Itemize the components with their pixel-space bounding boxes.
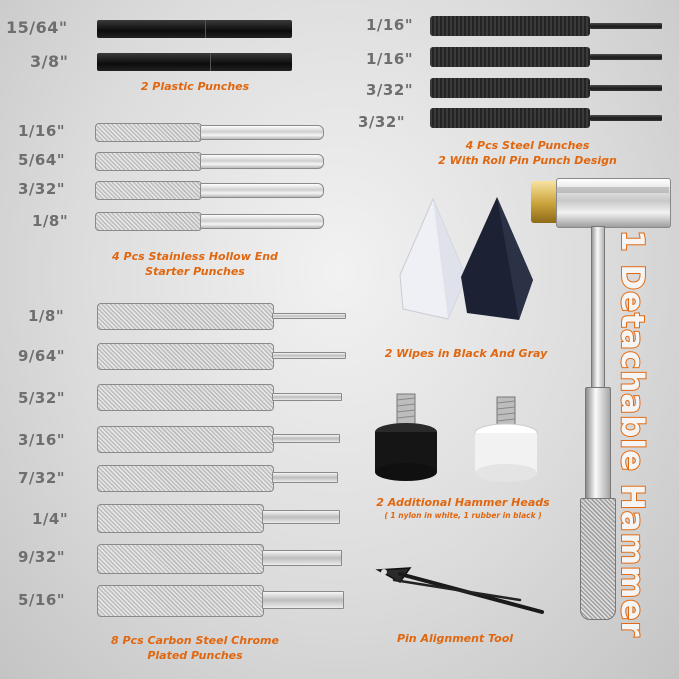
chrome-size-label-8: 5/16"	[18, 591, 66, 609]
starter-punch-1-shaft	[200, 125, 324, 140]
starter-punch-1-knurl	[95, 123, 202, 142]
steel-punch-2-tip	[590, 54, 662, 60]
steel-punch-3-body	[430, 78, 590, 98]
starter-caption	[95, 249, 295, 279]
heads-caption-line2: ( 1 nylon in white, 1 rubber in black )	[384, 511, 542, 520]
starter-caption-line1: 4 Pcs Stainless Hollow End	[112, 250, 278, 263]
chrome-punch-3-body	[97, 384, 274, 411]
chrome-punch-3-pin	[272, 393, 342, 401]
starter-size-label-4: 1/8"	[32, 212, 69, 230]
steel-size-label-3: 3/32"	[366, 81, 414, 99]
heads-caption	[348, 495, 578, 521]
plastic-punch-1	[97, 20, 292, 38]
steel-size-label-2: 1/16"	[366, 50, 414, 68]
chrome-size-label-6: 1/4"	[32, 510, 69, 528]
steel-punch-1-tip	[590, 23, 662, 29]
chrome-punch-2-pin	[272, 352, 346, 359]
steel-punch-4-body	[430, 108, 590, 128]
hammer-brass-face	[531, 181, 558, 223]
hammer-head	[556, 178, 671, 228]
steel-punch-3-tip	[590, 85, 662, 91]
pin-alignment-tool-image	[370, 560, 550, 620]
black-wipe-image	[457, 195, 537, 325]
chrome-punch-8-body	[97, 585, 264, 617]
plastic-punch-1-step	[205, 20, 206, 38]
chrome-size-label-5: 7/32"	[18, 469, 66, 487]
chrome-punch-2-body	[97, 343, 274, 370]
hammer-head-band	[556, 187, 669, 193]
plastic-caption: 2 Plastic Punches	[140, 80, 250, 93]
starter-punch-4-knurl	[95, 212, 202, 231]
chrome-caption-line1: 8 Pcs Carbon Steel Chrome	[111, 634, 279, 647]
chrome-size-label-1: 1/8"	[28, 307, 65, 325]
chrome-punch-8-pin	[262, 591, 344, 609]
heads-caption-line1: 2 Additional Hammer Heads	[376, 496, 550, 509]
plastic-size-label-2: 3/8"	[30, 52, 69, 71]
starter-punch-2-knurl	[95, 152, 202, 171]
steel-size-label-4: 3/32"	[358, 113, 406, 131]
chrome-caption-line2: Plated Punches	[147, 649, 243, 662]
starter-punch-2-shaft	[200, 154, 324, 169]
chrome-size-label-3: 5/32"	[18, 389, 66, 407]
starter-size-label-2: 5/64"	[18, 151, 66, 169]
chrome-size-label-7: 9/32"	[18, 548, 66, 566]
starter-punch-4-shaft	[200, 214, 324, 229]
chrome-punch-6-pin	[262, 510, 340, 524]
chrome-punch-5-pin	[272, 472, 338, 483]
chrome-punch-1-pin	[272, 313, 346, 319]
hammer-shaft	[591, 226, 605, 393]
chrome-punch-6-body	[97, 504, 264, 533]
chrome-punch-5-body	[97, 465, 274, 492]
steel-caption-line1: 4 Pcs Steel Punches	[465, 139, 590, 152]
chrome-size-label-2: 9/64"	[18, 347, 66, 365]
chrome-punch-1-body	[97, 303, 274, 330]
hammer-grip	[580, 498, 616, 620]
hammer-title: 1 Detachable Hammer	[614, 230, 650, 638]
starter-punch-3-shaft	[200, 183, 324, 198]
starter-punch-3-knurl	[95, 181, 202, 200]
chrome-punch-7-body	[97, 544, 264, 574]
chrome-punch-7-pin	[262, 550, 342, 566]
hammer-collar	[585, 387, 611, 504]
steel-caption-line2: 2 With Roll Pin Punch Design	[438, 154, 617, 167]
starter-caption-line2: Starter Punches	[145, 265, 245, 278]
plastic-punch-2	[97, 53, 292, 71]
nylon-hammer-head-image	[470, 395, 542, 490]
chrome-caption	[90, 633, 300, 663]
chrome-punch-4-body	[97, 426, 274, 453]
steel-punch-1-body	[430, 16, 590, 36]
rubber-hammer-head-image	[370, 392, 440, 487]
wipes-caption: 2 Wipes in Black And Gray	[384, 347, 548, 360]
steel-size-label-1: 1/16"	[366, 16, 414, 34]
chrome-size-label-4: 3/16"	[18, 431, 66, 449]
chrome-punch-4-pin	[272, 434, 340, 443]
tool-caption: Pin Alignment Tool	[396, 632, 514, 645]
plastic-punch-2-step	[210, 53, 211, 71]
plastic-size-label-1: 15/64"	[6, 18, 68, 37]
steel-punch-4-tip	[590, 115, 662, 121]
steel-punch-2-body	[430, 47, 590, 67]
starter-size-label-1: 1/16"	[18, 122, 66, 140]
steel-caption	[410, 138, 645, 168]
starter-size-label-3: 3/32"	[18, 180, 66, 198]
